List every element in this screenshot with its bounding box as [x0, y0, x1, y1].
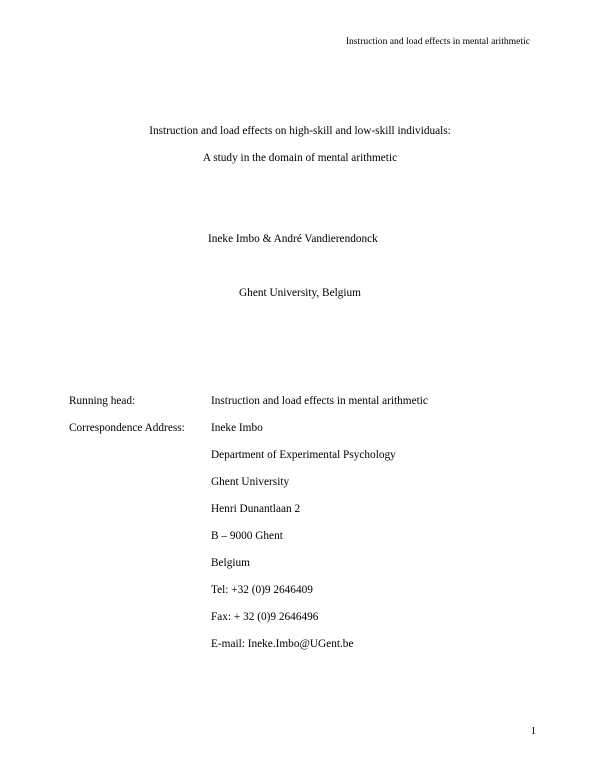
correspondence-university: Ghent University — [211, 476, 290, 488]
correspondence-fax: Fax: + 32 (0)9 2646496 — [211, 611, 319, 623]
running-header: Instruction and load effects in mental arithmetic — [345, 36, 530, 47]
running-head-label: Running head: — [69, 395, 136, 407]
correspondence-name: Ineke Imbo — [211, 422, 263, 434]
correspondence-telephone: Tel: +32 (0)9 2646409 — [211, 584, 313, 596]
paper-title-line-2: A study in the domain of mental arithmetic — [202, 152, 398, 164]
affiliation: Ghent University, Belgium — [239, 287, 361, 299]
correspondence-department: Department of Experimental Psychology — [211, 449, 396, 461]
page-number: 1 — [530, 726, 536, 737]
running-head-value: Instruction and load effects in mental arithmetic — [211, 395, 428, 407]
paper-title-line-1: Instruction and load effects on high-skill and low-skill individuals: — [149, 125, 451, 137]
correspondence-city: B – 9000 Ghent — [211, 530, 283, 542]
correspondence-email: E-mail: Ineke.Imbo@UGent.be — [211, 638, 354, 650]
authors: Ineke Imbo & André Vandierendonck — [208, 233, 378, 245]
correspondence-country: Belgium — [211, 557, 250, 569]
correspondence-label: Correspondence Address: — [69, 422, 185, 434]
correspondence-street: Henri Dunantlaan 2 — [211, 503, 301, 515]
